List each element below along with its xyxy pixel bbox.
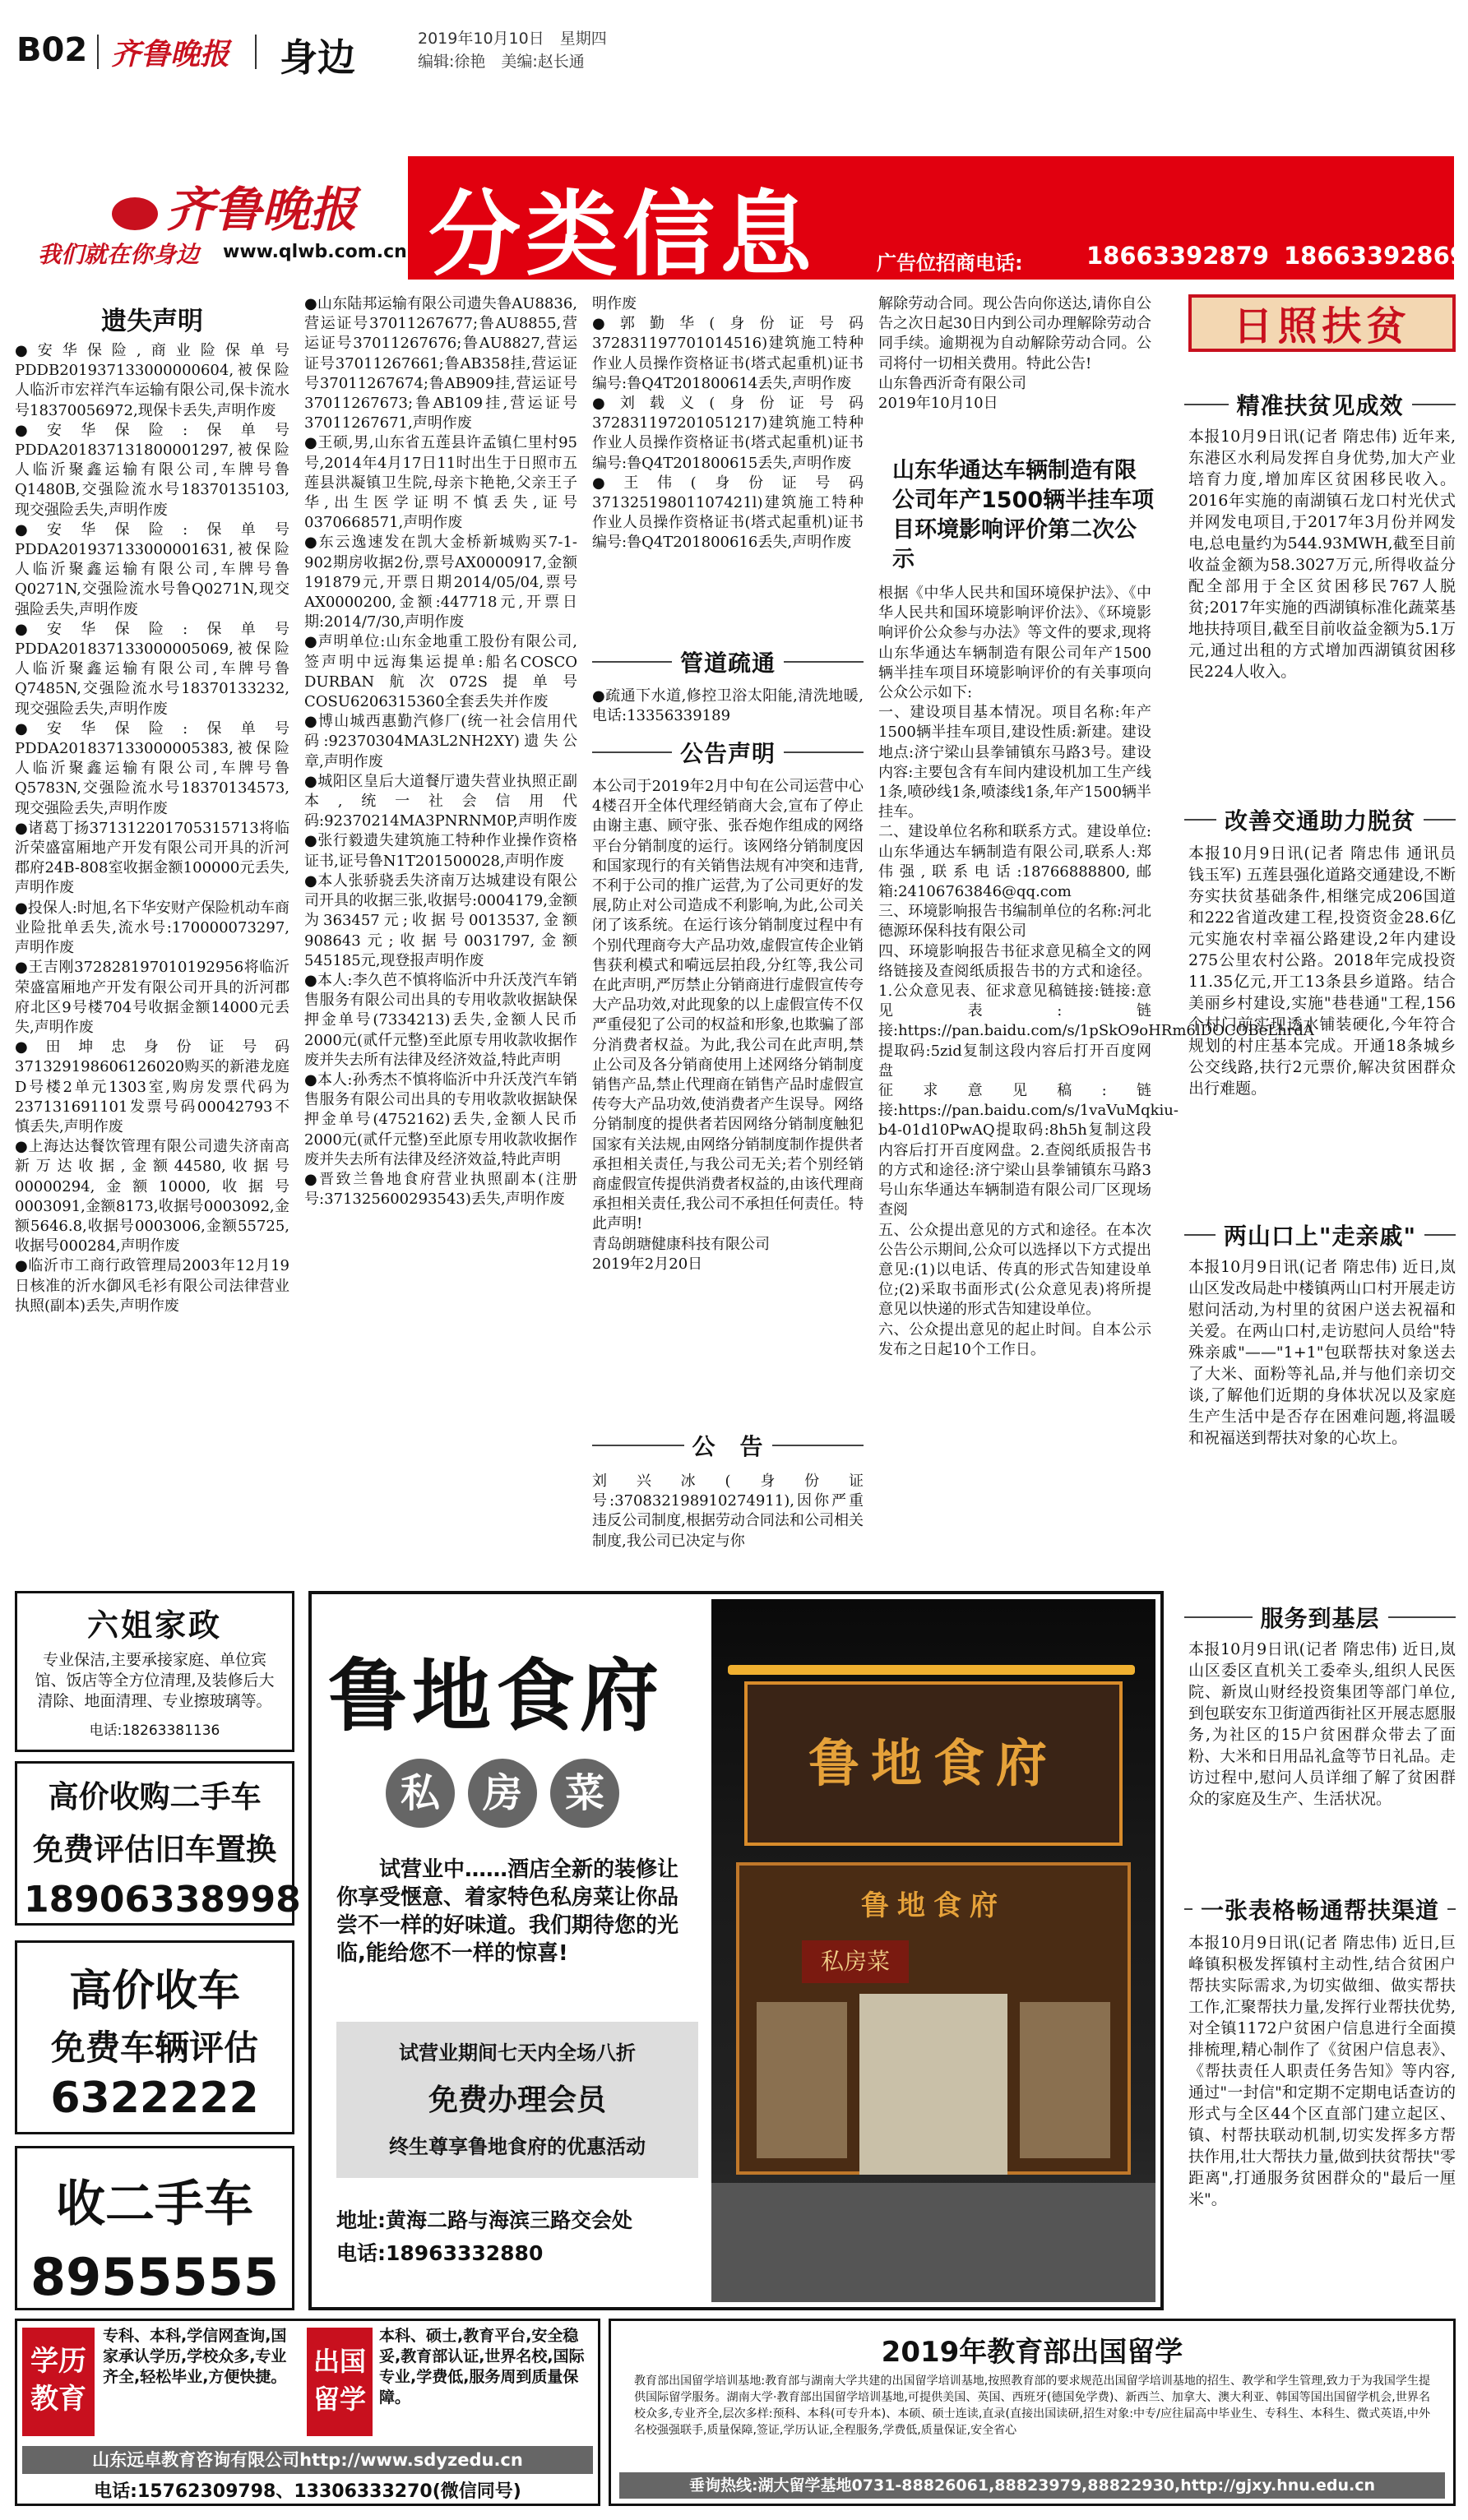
ad-used-car-3 bbox=[15, 2146, 294, 2310]
study-hotline: 垂询热线:湖大留学基地0731-88826061,88823979,88822930,http://gjxy.hnu.edu.cn bbox=[619, 2472, 1445, 2499]
col5-heading-2-text: 改善交通助力脱贫 bbox=[1225, 807, 1416, 835]
tag-circle-1: 私 bbox=[386, 1759, 455, 1828]
col5-heading-2 bbox=[1184, 802, 1456, 838]
banner-logo-text: 齐鲁晚报 bbox=[166, 182, 358, 238]
col3-heading-notice bbox=[592, 1429, 864, 1462]
ad-car1-line2: 免费评估旧车置换 bbox=[33, 1832, 276, 1867]
col2-notices: ●山东陆邦运输有限公司遗失鲁AU8836,营运证号37011267677;鲁AU8855,营运证号37011267676;鲁AU8827,营运证号37011267661;鲁AB358挂,营运证号37011267674;鲁AB909挂,营运证号37011267673;鲁AB109挂,营运证号37011267671,声明作废 ●王硕,男,山东省五莲县许孟镇仁里村95号,2014年4月17日11时出生于日照市五莲县洪凝镇卫生院,母亲卞艳艳,父亲王子华,出生医学证明不慎丢失,证号0370668571,声明作废 ●东云逸速发在凯大金桥新城购买7-1-902期房收据2份,票号AX0000917,金额191879元,开票日期2014/05/04,票号AX0000200,金额:447718元,开票日期:2014/7/30,声明作废 ●声明单位:山东金地重工股份有限公司,签声明中远海集运提单:船名COSCO DURBAN航次072S提单号COSU6206315360全套丢失并作废 ●博山城西惠勤汽修厂(统一社会信用代码:92370304MA3L2NH2XY)遗失公章,声明作废 ●城阳区皇后大道餐厅遗失营业执照正副本,统一社会信用代码:92370214MA3PNRNM0P,声明作废 ●张行毅遗失建筑施工特种作业操作资格证书,证号鲁N1T201500028,声明作废 ●本人张骄骁丢失济南万达城建设有限公司开具的收据三张,收据号:0004179,金额为363457元;收据号0013537,金额908643元;收据号0031797,金额545185元,现登报声明作废 ●本人:李久芭不慎将临沂中升沃茂汽车销售服务有限公司出具的专用收款收据缺保押金单号(7334213)丢失,金额人民币2000元(贰仟元整)至此原专用收款收据作废并失去所有法律及经济效益,特此声明 ●本人:孙秀杰不慎将临沂中升沃茂汽车销售服务有限公司出具的专用收款收据缺保押金单号(4752162)丢失,金额人民币2000元(贰仟元整)至此原专用收款收据作废并失去所有法律及经济效益,特此声明 ●晋致兰鲁地食府营业执照副本(注册号:371325600293543)丢失,声明作废 bbox=[304, 295, 577, 1209]
edu-company: 山东远卓教育咨询有限公司http://www.sdyzedu.cn bbox=[22, 2446, 593, 2474]
photo-ground bbox=[711, 2183, 1155, 2302]
photo-window-right bbox=[1020, 2002, 1110, 2158]
col4-eia-heading: 山东华通达车辆制造有限公司年产1500辆半挂车项目环境影响评价第二次公示 bbox=[892, 458, 1155, 572]
ad-car2-tel: 6322222 bbox=[50, 2074, 259, 2123]
ad-restaurant bbox=[308, 1591, 1164, 2310]
restaurant-promo-1: 试营业期间七天内全场八折 bbox=[399, 2041, 636, 2065]
photo-door bbox=[859, 1994, 1007, 2175]
col5-article-2: 本报10月9日讯(记者 隋忠伟 通讯员 钱玉军) 五莲县强化道路交通建设,不断夯实扶贫基础条件,相继完成206国道和222省道改建工程,投资资金28.6亿元实施农村幸福公路建设,2年内建设275公里农村公路。2018年完成投资11.35亿元,开工13条县乡道路。结合美丽乡村建设,实施"巷巷通"工程,156个村门前实现透水铺装硬化,今年符合规划的村庄基本完成。开通18条城乡公交线路,扶行2元票价,解决贫困群众出行难题。 bbox=[1188, 844, 1461, 1098]
ad-car3-tel: 8955555 bbox=[30, 2247, 279, 2307]
ad-car1-line1: 高价收购二手车 bbox=[48, 1779, 262, 1815]
ad-education bbox=[15, 2319, 600, 2506]
col3-heading-notice-text: 公 告 bbox=[692, 1433, 764, 1460]
col3-heading-dredge bbox=[592, 645, 864, 678]
header-divider bbox=[97, 35, 99, 69]
ad-car1-tel: 18906338998 bbox=[24, 1879, 301, 1921]
tag-circle-2: 房 bbox=[468, 1759, 537, 1828]
col5-heading-1-text: 精准扶贫见成效 bbox=[1236, 392, 1404, 419]
col4-eia-text: 根据《中华人民共和国环境保护法》、《中华人民共和国环境影响评价法》、《环境影响评价公众参与办法》等文件的要求,现将山东华通达车辆制造有限公司年产1500辆半挂车项目环境影响评价的有关事项向公众公示如下: 一、建设项目基本情况。项目名称:年产1500辆半挂车项目,建设性质:新建。建设地点:济宁梁山县拳铺镇东马路3号。建设内容:主要包含有车间内建设机加工生产线1条,喷砂线1条,喷漆线1条,年产1500辆半挂车。 二、建设单位名称和联系方式。建设单位:山东华通达车辆制造有限公司,联系人:郑伟强,联系电话:18766888800,邮箱:24106763846@qq.com 三、环境影响报告书编制单位的名称:河北德源环保科技有限公司 四、环境影响报告书征求意见稿全文的网络链接及查阅纸质报告书的方式和途径。1.公众意见表、征求意见稿链接:链接:意见表:链接:https://pan.baidu.com/s/1pSkO9oHRm6lDOCOBeLhrdA提取码:5zid复制这段内容后打开百度网盘 征求意见稿:链接:https://pan.baidu.com/s/1vaVuMqkiu-b4-01d10PwAQ提取码:8h5h复制这段内容后打开百度网盘。2.查阅纸质报告书的方式和途径:济宁梁山县拳铺镇东马路3号山东华通达车辆制造有限公司厂区现场查阅 五、公众提出意见的方式和途径。在本次公告公示期间,公众可以选择以下方式提出意见:(1)以电话、传真的形式告知建设单位;(2)采取书面形式(公众意见表)将所提意见以快递的形式告知建设单位。 六、公众提出意见的起止时间。自本公示发布之日起10个工作日。 bbox=[878, 585, 1314, 1358]
tag-circle-3: 菜 bbox=[550, 1759, 619, 1828]
col5-heading-3-text: 两山口上"走亲戚" bbox=[1223, 1223, 1417, 1250]
restaurant-promo-box bbox=[336, 2022, 698, 2178]
col1-heading: 遗失声明 bbox=[101, 307, 203, 336]
restaurant-address: 地址:黄海二路与海滨三路交会处 bbox=[336, 2208, 632, 2232]
classified-banner bbox=[13, 156, 1466, 289]
section-title: 身边 bbox=[280, 35, 355, 80]
restaurant-tel: 电话:18963332880 bbox=[336, 2241, 544, 2265]
header-divider bbox=[255, 35, 257, 69]
photo-window-left bbox=[757, 2002, 847, 2158]
col5-heading-4-text: 服务到基层 bbox=[1260, 1605, 1380, 1632]
ad-used-car-2 bbox=[15, 1940, 294, 2134]
banner-url: www.qlwb.com.cn bbox=[223, 242, 407, 262]
ad-liujie-housekeeping bbox=[15, 1591, 294, 1752]
col3-heading-statement-text: 公告声明 bbox=[680, 740, 776, 767]
editors: 编辑:徐艳 美编:赵长通 bbox=[418, 53, 585, 71]
edu-text-1: 专科、本科,学信网查询,国家承认学历,学校众多,专业齐全,轻松毕业,方便快捷。 bbox=[103, 2327, 287, 2386]
col5-article-1: 本报10月9日讯(记者 隋忠伟) 近年来,东港区水利局发挥自身优势,加大产业培育力度,增加库区贫困移民收入。2016年实施的南湖镇石龙口村光伏式并网发电项目,于2017年3月份并网发电,总电量约为544.93MWH,截至目前收益金额为58.3027万元,所得收益分配全部用于全区贫困移民767人脱贫;2017年实施的西湖镇标准化蔬菜基地扶持项目,截至目前收益金额为5.1万元,通过出租的方式增加西湖镇贫困移民224人收入。 bbox=[1188, 428, 1456, 681]
study-body: 教育部出国留学培训基地:教育部与湖南大学共建的出国留学培训基地,按照教育部的要求规范出国留学培训基地的招生、教学和学生管理,致力于为我国学生提供国际留学服务。湖南大学·教育部出国留学培训基地,可提供美国、英国、西班牙(德国免学费)、新西兰、加拿大、澳大利亚、韩国等国出国留学机会,世界名校众多,专业齐全,层次多样:预科、本科(可专升本)、本硕、硕士连读,直录(直接出国读研,招生对象:中专/应往届高中毕业生、专科生、本科生、微式英语,中外名校强强联手,质量保障,签证,学历认证,全程服务,学费低,质量保证,安全省心 bbox=[634, 2374, 1430, 2437]
issue-date: 2019年10月10日 星期四 bbox=[418, 30, 607, 48]
col5-banner: 日照扶贫 bbox=[1188, 294, 1456, 352]
ad-used-car-1 bbox=[15, 1761, 301, 1926]
photo-sign-mid: 鲁地食府 bbox=[861, 1889, 1006, 1922]
col3-statement: 本公司于2019年2月中旬在公司运营中心4楼召开全体代理经销商大会,宣布了停止由谢主惠、顾守张、张吞炮作组成的网络平台分销制度的运行。该网络分销制度因和国家现行的有关销售法规有冲突和违背,不利于公司的推广运营,为了公司更好的发展,防止对公司造成不利影响,为此,公司关闭了该系统。在运行该分销制度过程中有个别代理商夸大产品功效,虚假宣传企业销售获利模式和嗬远层拍段,分红等,我公司在此声明,严厉禁止分销商进行虚假宣传夸大产品功效,对此现象的以上虚假宣传不仅严重侵犯了公司的权益和形象,也欺骗了部分消费者权益。为此,我公司在此声明,禁止公司及各分销商使用上述网络分销制度销售产品,禁止代理商在销售产品时虚假宣传夸大产品功效,使消费者产生误导。网络分销制度的提供者若因网络分销制度触犯国家有关法规,由网络分销制度制作提供者承担相关责任,与我公司无关;若个别经销商虚假宣传提供消费者权益的,由该代理商承担相关责任,我公司不承担任何责任。特此声明! 青岛朗瑭健康科技有限公司 2019年2月20日 bbox=[592, 778, 864, 1273]
restaurant-body: 试营业中……酒店全新的装修让你享受惬意、着家特色私房菜让你品尝不一样的好味道。我们期待您的光临,能给您不一样的惊喜! bbox=[336, 1857, 679, 1966]
banner-title: 分类信息 bbox=[428, 182, 817, 289]
col5-heading-4 bbox=[1184, 1599, 1456, 1635]
restaurant-tag-row bbox=[386, 1759, 632, 1833]
restaurant-promo-2: 免费办理会员 bbox=[428, 2083, 606, 2117]
banner-phone-1: 18663392879 bbox=[1086, 242, 1269, 270]
photo-sign-small: 私房菜 bbox=[802, 1940, 909, 1983]
page-code: B02 bbox=[16, 31, 88, 69]
col5-heading-1 bbox=[1184, 386, 1456, 423]
edu-tag-1: 学历 教育 bbox=[22, 2328, 95, 2436]
ad-car2-line2: 免费车辆评估 bbox=[50, 2028, 258, 2068]
col5-article-4: 本报10月9日讯(记者 隋忠伟) 近日,岚山区委区直机关工委牵头,组织人民医院、新岚山财经投资集团等部门单位,到包联安东卫街道西街社区开展志愿服务,为社区的15户贫困群众带去了面粉、大米和日用品礼盒等节日礼品。走访过程中,慰问人员详细了解了贫困群众的家庭及生产、生活状况。 bbox=[1188, 1640, 1456, 1808]
study-title: 2019年教育部出国留学 bbox=[881, 2336, 1183, 2369]
photo-sign-top: 鲁地食府 bbox=[808, 1733, 1058, 1793]
col3-heading-statement bbox=[592, 736, 864, 769]
banner-slogan: 我们就在你身边 bbox=[38, 241, 200, 268]
col5-article-5: 本报10月9日讯(记者 隋忠伟) 近日,巨峰镇积极发挥镇村主动性,结合贫困户帮扶实际需求,为切实做细、做实帮扶工作,汇聚帮扶力量,发挥行业帮扶优势,对全镇1172户贫困户信息进行全面摸排梳理,精心制作了《贫困户信息表》、《帮扶责任人职责任务告知》等内容,通过"一封信"和定期不定期电话查访的形式与全区44个区直部门建立起区、镇、村帮扶联动机制,切实发挥多方帮扶作用,壮大帮扶力量,做到扶贫帮扶"零距离",打通服务贫困群众的"最后一厘米"。 bbox=[1188, 1934, 1456, 2208]
col5-article-3: 本报10月9日讯(记者 隋忠伟) 近日,岚山区发改局赴中楼镇两山口村开展走访慰问活动,为村里的贫困户送去祝福和关爱。在两山口村,走访慰问人员给"特殊亲戚"——"1+1"包联帮扶对象送去了大米、面粉等礼品,并与他们亲切交谈,了解他们近期的身体状况以及家庭生产生活中是否存在困难问题,将温暖和祝福送到帮扶对象的心坎上。 bbox=[1188, 1258, 1456, 1447]
ad-car3-line1: 收二手车 bbox=[56, 2176, 253, 2233]
col5-heading-3 bbox=[1184, 1217, 1456, 1253]
restaurant-promo-3: 终生尊享鲁地食府的优惠活动 bbox=[389, 2135, 646, 2158]
edu-tel: 电话:15762309798、13306333270(微信同号) bbox=[94, 2481, 521, 2502]
ad-liujie-tel: 电话:18263381136 bbox=[89, 1722, 220, 1739]
restaurant-photo bbox=[711, 1599, 1155, 2302]
col1-notices: ●安华保险,商业险保单号PDDB201937133000000604,被保险人临沂市宏祥汽车运输有限公司,保卡流水号18370056972,现保卡丢失,声明作废 ●安华保险:保单号PDDA201837131800001297,被保险人临沂聚鑫运输有限公司,车牌号鲁Q1480B,交强险流水号18370135103,现交强险丢失,声明作废 ●安华保险:保单号PDDA201937133000001631,被保险人临沂聚鑫运输有限公司,车牌号鲁Q0271N,交强险流水号鲁Q0271N,现交强险丢失,声明作废 ●安华保险:保单号PDDA201837133000005069,被保险人临沂聚鑫运输有限公司,车牌号鲁Q7485N,交强险流水号18370133232,现交强险丢失,声明作废 ●安华保险:保单号PDDA201837133000005383,被保险人临沂聚鑫运输有限公司,车牌号鲁Q5783N,交强险流水号18370134573,现交强险丢失,声明作废 ●诸葛丁扬371312201705315713将临沂荣盛富厢地产开发有限公司开具的沂河郡府24B-808室收据金额100000元丢失,声明作废 ●投保人:时旭,名下华安财产保险机动车商业险批单丢失,流水号:170000073297,声明作废 ●王吉刚372828197010192956将临沂荣盛富厢地产开发有限公司开具的沂河郡府北区9号楼704号收据金额14000元丢失,声明作废 ●田坤忠身份证号码371329198606126020购买的新港龙庭D号楼2单元1303室,购房发票代码为237131691101发票号码00042793不慎丢失,声明作废 ●上海达达餐饮管理有限公司遗失济南高新万达收据,金额44580,收据号00000294,金额10000,收据号0003091,金额8173,收据号0003092,金额5646.8,收据号0003006,金额55725,收据号000284,声明作废 ●临沂市工商行政管理局2003年12月19日核准的沂水御风毛衫有限公司法律营业执照(副本)丢失,声明作废 bbox=[15, 342, 289, 1315]
banner-phone-label: 广告位招商电话: bbox=[877, 252, 1023, 275]
photo-roof-lights bbox=[728, 1665, 1135, 1675]
ad-liujie-body: 专业保洁,主要承接家庭、单位宾馆、饭店等全方位清理,及装修后大清除、地面清理、专业擦玻璃等。 bbox=[35, 1651, 275, 1710]
col5-heading-5 bbox=[1184, 1891, 1456, 1927]
edu-text-2: 本科、硕士,教育平台,安全稳妥,教育部认证,世界名校,国际专业,学费低,服务周到质量保障。 bbox=[379, 2327, 585, 2407]
banner-logo-mark bbox=[112, 197, 158, 230]
edu-tag-2: 出国 留学 bbox=[307, 2328, 373, 2436]
banner-logo bbox=[112, 171, 357, 240]
header-paper-logo: 齐鲁晚报 bbox=[111, 37, 230, 72]
ad-car2-line1: 高价收车 bbox=[68, 1967, 240, 2016]
ad-liujie-title: 六姐家政 bbox=[86, 1607, 222, 1644]
col3-dredge-ad: ●疏通下水道,修控卫浴太阳能,清洗地暖,电话:13356339189 bbox=[592, 687, 864, 725]
col4-notice-end: 解除劳动合同。现公告向你送达,请你自公告之次日起30日内到公司办理解除劳动合同手续。逾期视为自动解除劳动合同。公司将付一切相关费用。特此公告! 山东鲁西沂奇有限公司 2019年10月10日 bbox=[878, 295, 1151, 413]
col5-heading-5-text: 一张表格畅通帮扶渠道 bbox=[1201, 1897, 1440, 1924]
col3-notice: 刘兴冰(身份证号:370832198910274911),因你严重违反公司制度,根据劳动合同法和公司相关制度,我公司已决定与你 bbox=[592, 1473, 864, 1550]
col3-notices: 明作废 ●郭勤华(身份证号码372831197701014516)建筑施工特种作业人员操作资格证书(塔式起重机)证书编号:鲁Q4T201800614丢失,声明作废 ●刘载义(身份证号码372831197201051217)建筑施工特种作业人员操作资格证书(塔式起重机)证书编号:鲁Q4T201800615丢失,声明作废 ●王伟(身份证号码37132519801107421l)建筑施工特种作业人员操作资格证书(塔式起重机)证书编号:鲁Q4T201800616丢失,声明作废 bbox=[592, 295, 864, 552]
ad-study-abroad bbox=[609, 2319, 1456, 2506]
col3-heading-dredge-text: 管道疏通 bbox=[680, 650, 776, 677]
banner-phone-2: 18663392869 bbox=[1284, 242, 1466, 270]
restaurant-name: 鲁地食府 bbox=[328, 1650, 664, 1742]
